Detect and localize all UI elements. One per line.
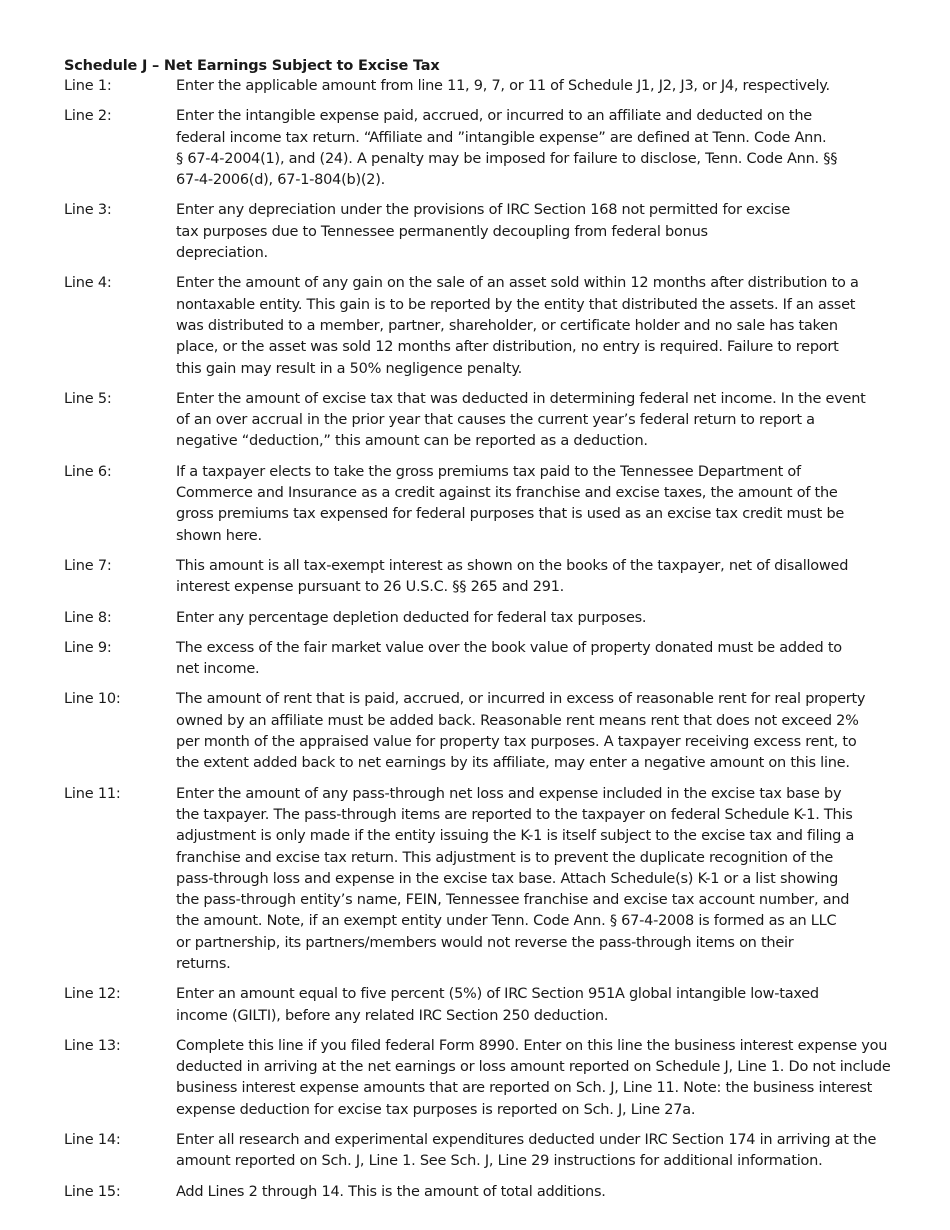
schedule-heading: Schedule J – Net Earnings Subject to Excise Tax xyxy=(64,58,440,74)
line-instruction-text: This amount is all tax-exempt interest as shown on the books of the taxpayer, net of disallowed interest expense pursuant to 26 U.S.C. §§ 265 and 291. xyxy=(176,557,849,596)
line-instruction-text: The excess of the fair market value over the book value of property donated must be added to net income. xyxy=(176,639,842,678)
line-instruction-text: Enter the amount of any pass-through net loss and expense included in the excise tax base by the taxpayer. The pass-through items are reported to the taxpayer on federal Schedule K-1. This adjustment is only made if the entity issuing the K-1 is itself subject to the excise tax and filing a franchise and excise tax return. This adjustment is to prevent the duplicate recognition of the pass-through loss and expense in the excise tax base. Attach Schedule(s) K-1 or a list showing the pass-through entity’s name, FEIN, Tennessee franchise and excise tax account number, and the amount. Note, if an exempt entity under Tenn. Code Ann. § 67-4-2008 is formed as an LLC or partnership, its partners/members would not reverse the pass-through items on their returns. xyxy=(176,785,855,972)
line-label: Line 11: xyxy=(64,785,121,802)
line-label: Line 1: xyxy=(64,78,112,94)
line-item xyxy=(64,638,894,681)
line-label: Line 14: xyxy=(64,1132,121,1149)
line-instruction-text: Enter the amount of excise tax that was deducted in determining federal net income. In the event of an over accrual in the prior year that causes the current year’s federal return to report a negative “deduction,” this amount can be reported as a deduction. xyxy=(176,390,866,450)
line-item xyxy=(64,462,894,547)
line-label: Line 3: xyxy=(64,202,112,219)
line-label: Line 6: xyxy=(64,463,112,480)
line-item xyxy=(64,784,894,976)
line-item xyxy=(64,689,894,774)
line-label: Line 15: xyxy=(64,1183,121,1200)
line-instruction-text: If a taxpayer elects to take the gross premiums tax paid to the Tennessee Department of Commerce and Insurance as a credit against its franchise and excise taxes, the amount of the gross premiums tax expensed for federal purposes that is used as an excise tax credit must be shown here. xyxy=(176,463,845,544)
instructions-page xyxy=(64,56,894,1203)
line-instruction-text: Enter the amount of any gain on the sale of an asset sold within 12 months after distribution to a nontaxable entity. This gain is to be reported by the entity that distributed the assets. If an asset was distributed to a member, partner, shareholder, or certificate holder and no sale has taken place, or the asset was sold 12 months after distribution, no entry is required. Failure to report this gain may result in a 50% negligence penalty. xyxy=(176,275,859,377)
line-label: Line 10: xyxy=(64,691,121,708)
line-item xyxy=(64,389,894,453)
line-instruction-text: Complete this line if you filed federal Form 8990. Enter on this line the business interest expense you deducted in arriving at the net earnings or loss amount reported on Schedule J, Line 1. Do not include business interest expense amounts that are reported on Sch. J, Line 11. Note: the business interest expense deduction for excise tax purposes is reported on Sch. J, Line 27a. xyxy=(176,1037,891,1118)
line-label: Line 2: xyxy=(64,108,112,125)
line-instruction-text: Enter all research and experimental expenditures deducted under IRC Section 174 in arriving at the amount reported on Sch. J, Line 1. See Sch. J, Line 29 instructions for additional information. xyxy=(176,1132,877,1170)
line-item xyxy=(64,1130,894,1173)
line-item xyxy=(64,1036,894,1121)
line-label: Line 13: xyxy=(64,1037,121,1054)
line-label: Line 8: xyxy=(64,609,112,626)
line-item xyxy=(64,76,894,97)
line-item xyxy=(64,984,894,1027)
line-item xyxy=(64,608,894,629)
line-instruction-text: The amount of rent that is paid, accrued, or incurred in excess of reasonable rent for real property owned by an affiliate must be added back. Reasonable rent means rent that does not exceed 2% per month of the appraised value for property tax purposes. A taxpayer receiving excess rent, to the extent added back to net earnings by its affiliate, may enter a negative amount on this line. xyxy=(176,691,866,772)
line-instruction-text: Enter the applicable amount from line 11, 9, 7, or 11 of Schedule J1, J2, J3, or J4, respectively. xyxy=(176,78,830,94)
line-item xyxy=(64,106,894,191)
line-item xyxy=(64,273,894,379)
line-item xyxy=(64,1182,894,1203)
line-label: Line 7: xyxy=(64,557,112,574)
line-label: Line 9: xyxy=(64,639,112,656)
line-instruction-text: Enter the intangible expense paid, accrued, or incurred to an affiliate and deducted on the federal income tax return. “Affiliate and ”intangible expense” are defined at Tenn. Code Ann. § 67-4-2004(1), and (24). A penalty may be imposed for failure to disclose, Tenn. Code Ann. §§ 67-4-2006(d), 67-1-804(b)(2). xyxy=(176,108,838,189)
line-label: Line 4: xyxy=(64,275,112,292)
line-instruction-text: Add Lines 2 through 14. This is the amount of total additions. xyxy=(176,1183,606,1200)
line-item xyxy=(64,200,894,264)
line-label: Line 12: xyxy=(64,986,121,1003)
line-list xyxy=(64,76,894,1203)
line-instruction-text: Enter an amount equal to five percent (5%) of IRC Section 951A global intangible low-taxed income (GILTI), before any related IRC Section 250 deduction. xyxy=(176,986,819,1024)
line-instruction-text: Enter any depreciation under the provisions of IRC Section 168 not permitted for excise tax purposes due to Tennessee permanently decoupling from federal bonus depreciation. xyxy=(176,202,790,262)
line-instruction-text: Enter any percentage depletion deducted for federal tax purposes. xyxy=(176,609,647,626)
line-label: Line 5: xyxy=(64,390,112,407)
line-item xyxy=(64,556,894,599)
